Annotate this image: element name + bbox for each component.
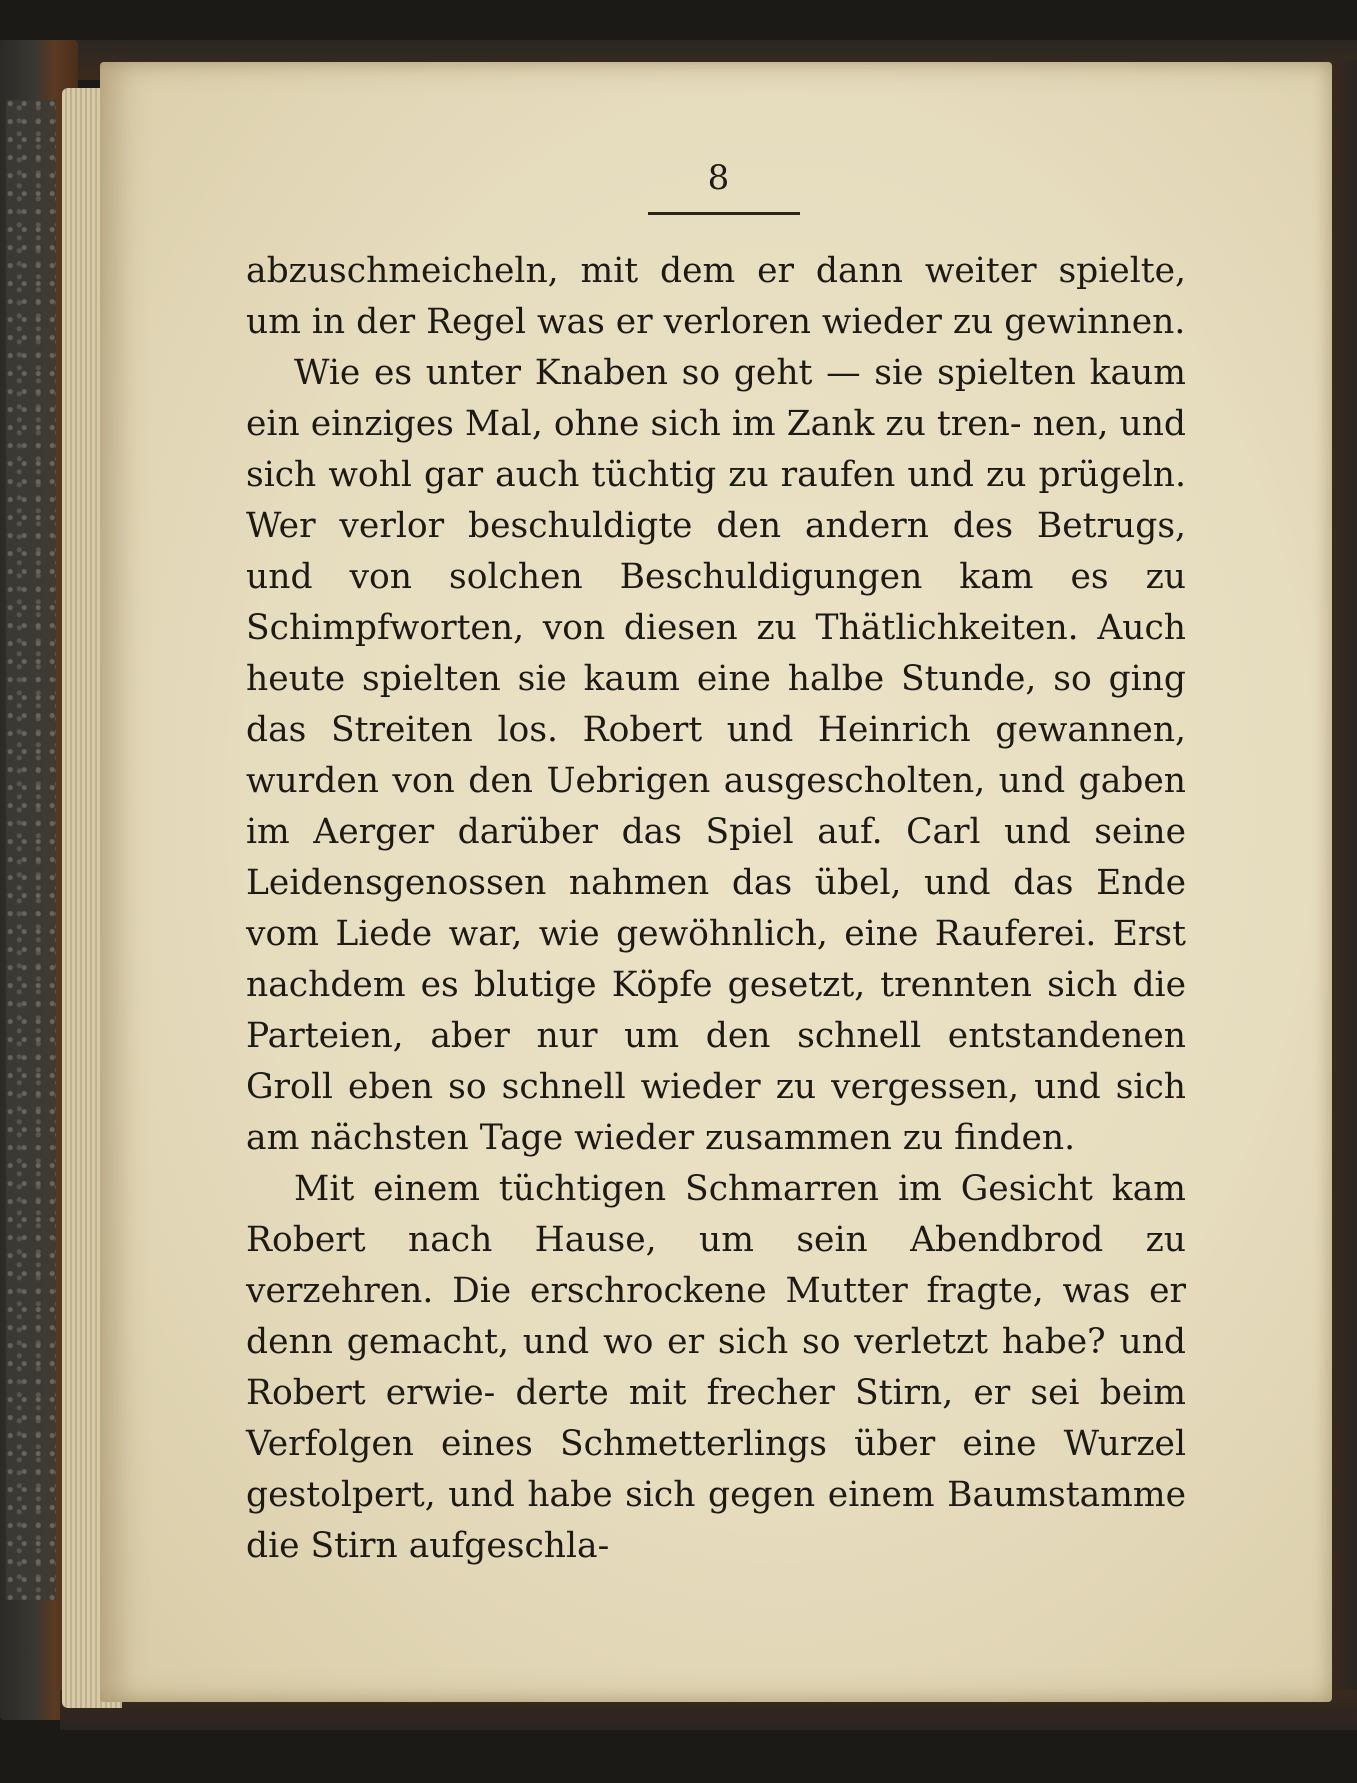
page-body-text <box>246 246 1186 1572</box>
paragraph: Mit einem tüchtigen Schmarren im Gesicht kam Robert nach Hause, um sein Abendbrod zu verzehren. Die erschrockene Mutter fragte, was er denn gemacht, und wo er sich so verletzt habe? und Robert erwie- derte mit frecher Stirn, er sei beim Verfolgen eines Schmetterlings über eine Wurzel gestolpert, und habe sich gegen einem Baumstamme die Stirn aufgeschla- <box>246 1169 1186 1566</box>
paragraph: Wie es unter Knaben so geht — sie spielten kaum ein einziges Mal, ohne sich im Zank zu tren- nen, und sich wohl gar auch tüchtig zu raufen und zu prügeln. Wer verlor beschuldigte den andern des Betrugs, und von solchen Beschuldigungen kam es zu Schimpfworten, von diesen zu Thätlichkeiten. Auch heute spielten sie kaum eine halbe Stunde, so ging das Streiten los. Robert und Heinrich gewannen, wurden von den Uebrigen ausgescholten, und gaben im Aerger darüber das Spiel auf. Carl und seine Leidensgenossen nahmen das übel, und das Ende vom Liede war, wie gewöhnlich, eine Rauferei. Erst nachdem es blutige Köpfe gesetzt, trennten sich die Parteien, aber nur um den schnell entstandenen Groll eben so schnell wieder zu vergessen, und sich am nächsten Tage wieder zusammen zu finden. <box>246 353 1186 1158</box>
paragraph: abzuschmeicheln, mit dem er dann weiter spielte, um in der Regel was er verloren wieder zu gewinnen. <box>246 251 1186 342</box>
header-rule <box>648 212 800 215</box>
page-number: 8 <box>707 158 730 198</box>
cover-cloth-texture <box>6 100 56 1600</box>
